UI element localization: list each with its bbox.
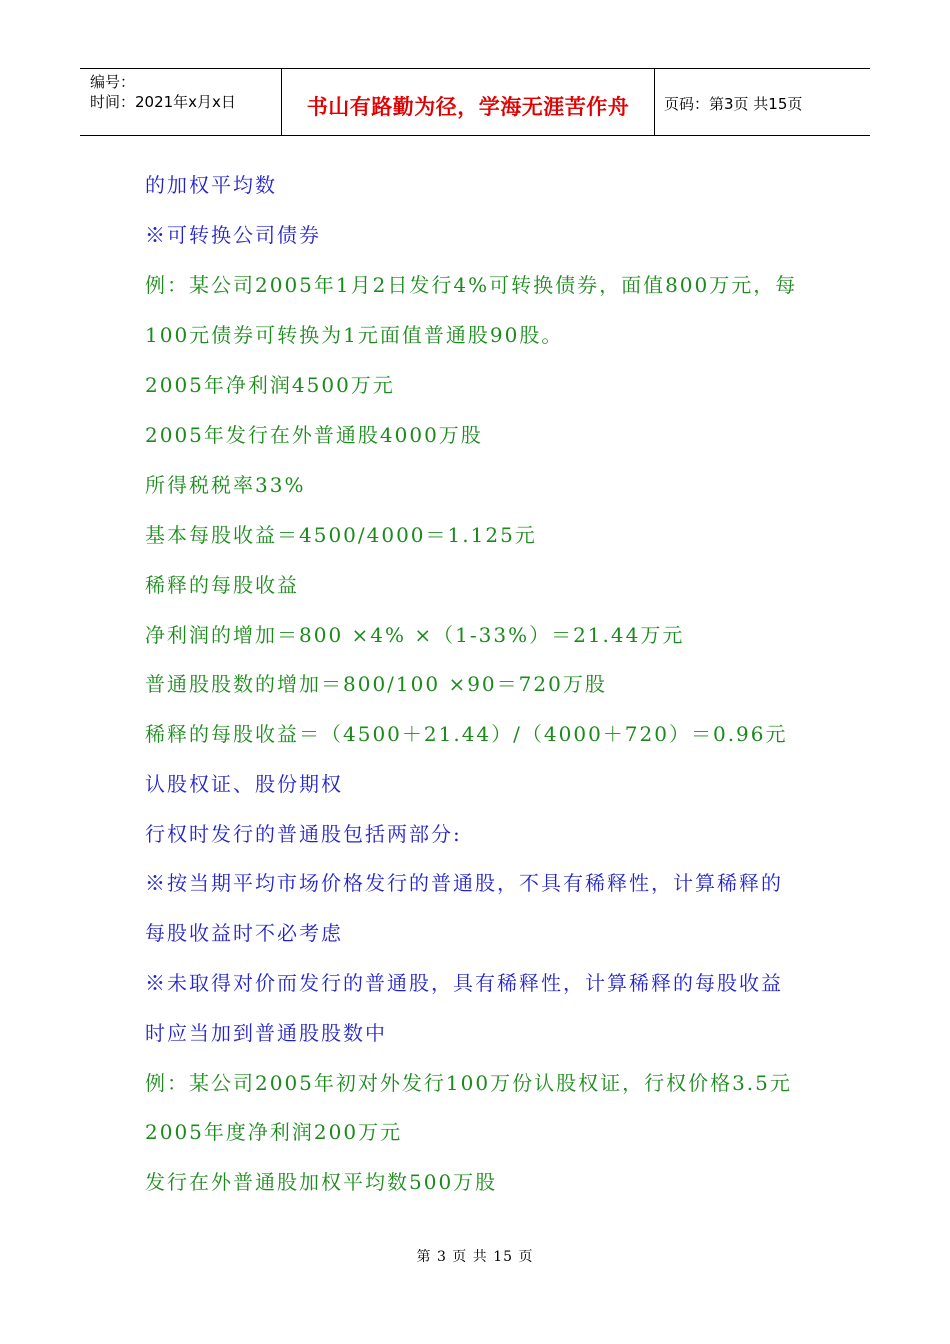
- body-line: 所得税税率33%: [145, 473, 306, 497]
- body-line: 净利润的增加＝800 ×4% ×（1-33%）＝21.44万元: [145, 623, 685, 647]
- number-label: 编号：: [90, 73, 136, 91]
- body-line: 2005年度净利润200万元: [145, 1120, 403, 1144]
- body-line: 基本每股收益＝4500/4000＝1.125元: [145, 523, 537, 547]
- body-line: 认股权证、股份期权: [145, 772, 343, 796]
- body-line: 例：某公司2005年1月2日发行4%可转换债券，面值800万元，每: [145, 273, 798, 297]
- body-line: 2005年发行在外普通股4000万股: [145, 423, 483, 447]
- body-line: 稀释的每股收益: [145, 573, 299, 597]
- page-header: [80, 68, 870, 136]
- body-line: 2005年净利润4500万元: [145, 373, 395, 397]
- header-motto: 书山有路勤为径，学海无涯苦作舟: [306, 95, 630, 119]
- body-line: ※按当期平均市场价格发行的普通股，不具有稀释性，计算稀释的: [145, 871, 783, 895]
- page-footer: 第 3 页 共 15 页: [416, 1249, 534, 1265]
- body-line: 的加权平均数: [145, 173, 277, 197]
- header-page-info: 页码：第3页 共15页: [664, 95, 803, 113]
- date-label: 时间：2021年x月x日: [90, 93, 236, 111]
- body-line: 100元债券可转换为1元面值普通股90股。: [145, 323, 564, 347]
- body-line: ※未取得对价而发行的普通股，具有稀释性，计算稀释的每股收益: [145, 971, 783, 995]
- body-line: 每股收益时不必考虑: [145, 921, 343, 945]
- body-line: 发行在外普通股加权平均数500万股: [145, 1170, 498, 1194]
- body-line: 行权时发行的普通股包括两部分:: [145, 822, 462, 846]
- body-line: ※可转换公司债券: [145, 223, 321, 247]
- body-line: 普通股股数的增加＝800/100 ×90＝720万股: [145, 672, 607, 696]
- body-line: 时应当加到普通股股数中: [145, 1021, 387, 1045]
- header-divider-right: [654, 69, 655, 136]
- body-line: 稀释的每股收益＝（4500＋21.44）/（4000＋720）＝0.96元: [145, 722, 788, 746]
- header-meta: [90, 72, 236, 112]
- body-line: 例：某公司2005年初对外发行100万份认股权证，行权价格3.5元: [145, 1071, 792, 1095]
